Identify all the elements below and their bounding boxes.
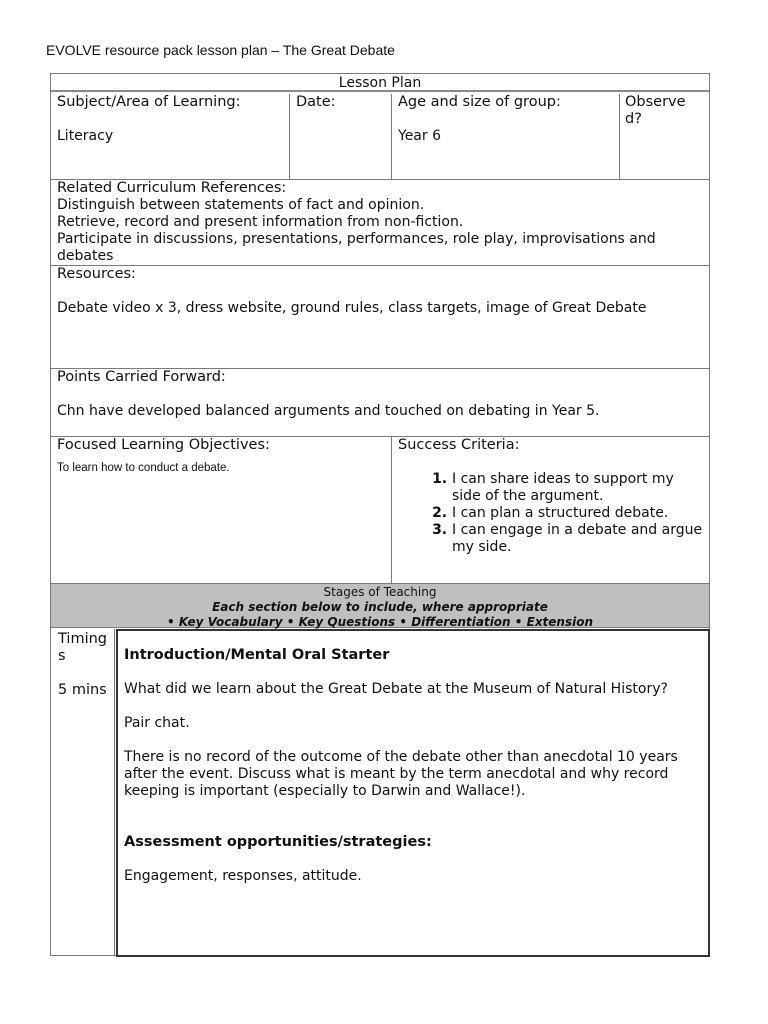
timings-value: 5 mins — [58, 682, 107, 698]
observed-label: Observe d? — [625, 94, 686, 127]
curriculum-item: Participate in discussions, presentations, performances, role play, improvisations and debates — [57, 231, 656, 264]
objectives-value: To learn how to conduct a debate. — [57, 462, 230, 474]
date-label: Date: — [296, 94, 336, 110]
document-header: EVOLVE resource pack lesson plan – The Great Debate — [46, 42, 395, 58]
resources-label: Resources: — [57, 266, 136, 282]
curriculum-cell — [51, 180, 709, 266]
assessment-value: Engagement, responses, attitude. — [124, 868, 362, 884]
intro-heading: Introduction/Mental Oral Starter — [124, 647, 390, 663]
curriculum-item: Distinguish between statements of fact and opinion. — [57, 197, 425, 213]
points-value: Chn have developed balanced arguments and touched on debating in Year 5. — [57, 403, 600, 419]
subject-label: Subject/Area of Learning: — [57, 94, 241, 110]
lesson-plan-title: Lesson Plan — [51, 74, 709, 92]
stages-header — [51, 584, 709, 628]
stages-subtitle: Each section below to include, where appropriate — [212, 600, 548, 614]
points-label: Points Carried Forward: — [57, 369, 226, 385]
observed-cell — [620, 94, 709, 180]
success-label: Success Criteria: — [398, 437, 520, 453]
age-value: Year 6 — [398, 128, 441, 144]
age-cell — [392, 94, 620, 180]
assessment-heading: Assessment opportunities/strategies: — [124, 834, 432, 850]
success-item: 1. I can share ideas to support my side of the argument. — [452, 471, 703, 505]
success-cell — [392, 437, 709, 584]
stages-bullets: • Key Vocabulary • Key Questions • Differentiation • Extension — [166, 615, 594, 629]
resources-value: Debate video x 3, dress website, ground rules, class targets, image of Great Debate — [57, 300, 647, 316]
success-item: 3. I can engage in a debate and argue my side. — [452, 522, 703, 556]
intro-paragraph: There is no record of the outcome of the debate other than anecdotal 10 years after the event. Discuss what is meant by the term anecdotal and why record keeping is important (especially to Darwin and Wallace!). — [124, 749, 678, 799]
age-label: Age and size of group: — [398, 94, 561, 110]
subject-value: Literacy — [57, 128, 114, 144]
date-cell — [290, 94, 392, 180]
timings-label: Timings — [58, 631, 107, 664]
subject-cell — [51, 94, 290, 180]
intro-paragraph: What did we learn about the Great Debate at the Museum of Natural History? — [124, 681, 668, 697]
timings-cell — [51, 629, 115, 955]
objectives-cell — [51, 437, 392, 584]
curriculum-label: Related Curriculum References: — [57, 180, 287, 196]
resources-cell — [51, 266, 709, 369]
intro-paragraph: Pair chat. — [124, 715, 190, 731]
lesson-plan-table — [50, 73, 710, 956]
points-cell — [51, 369, 709, 437]
success-item: 2. I can plan a structured debate. — [452, 505, 703, 522]
stages-title: Stages of Teaching — [323, 585, 437, 599]
objectives-label: Focused Learning Objectives: — [57, 437, 270, 453]
success-list — [398, 471, 703, 556]
curriculum-item: Retrieve, record and present information from non-fiction. — [57, 214, 464, 230]
introduction-box — [116, 629, 710, 957]
